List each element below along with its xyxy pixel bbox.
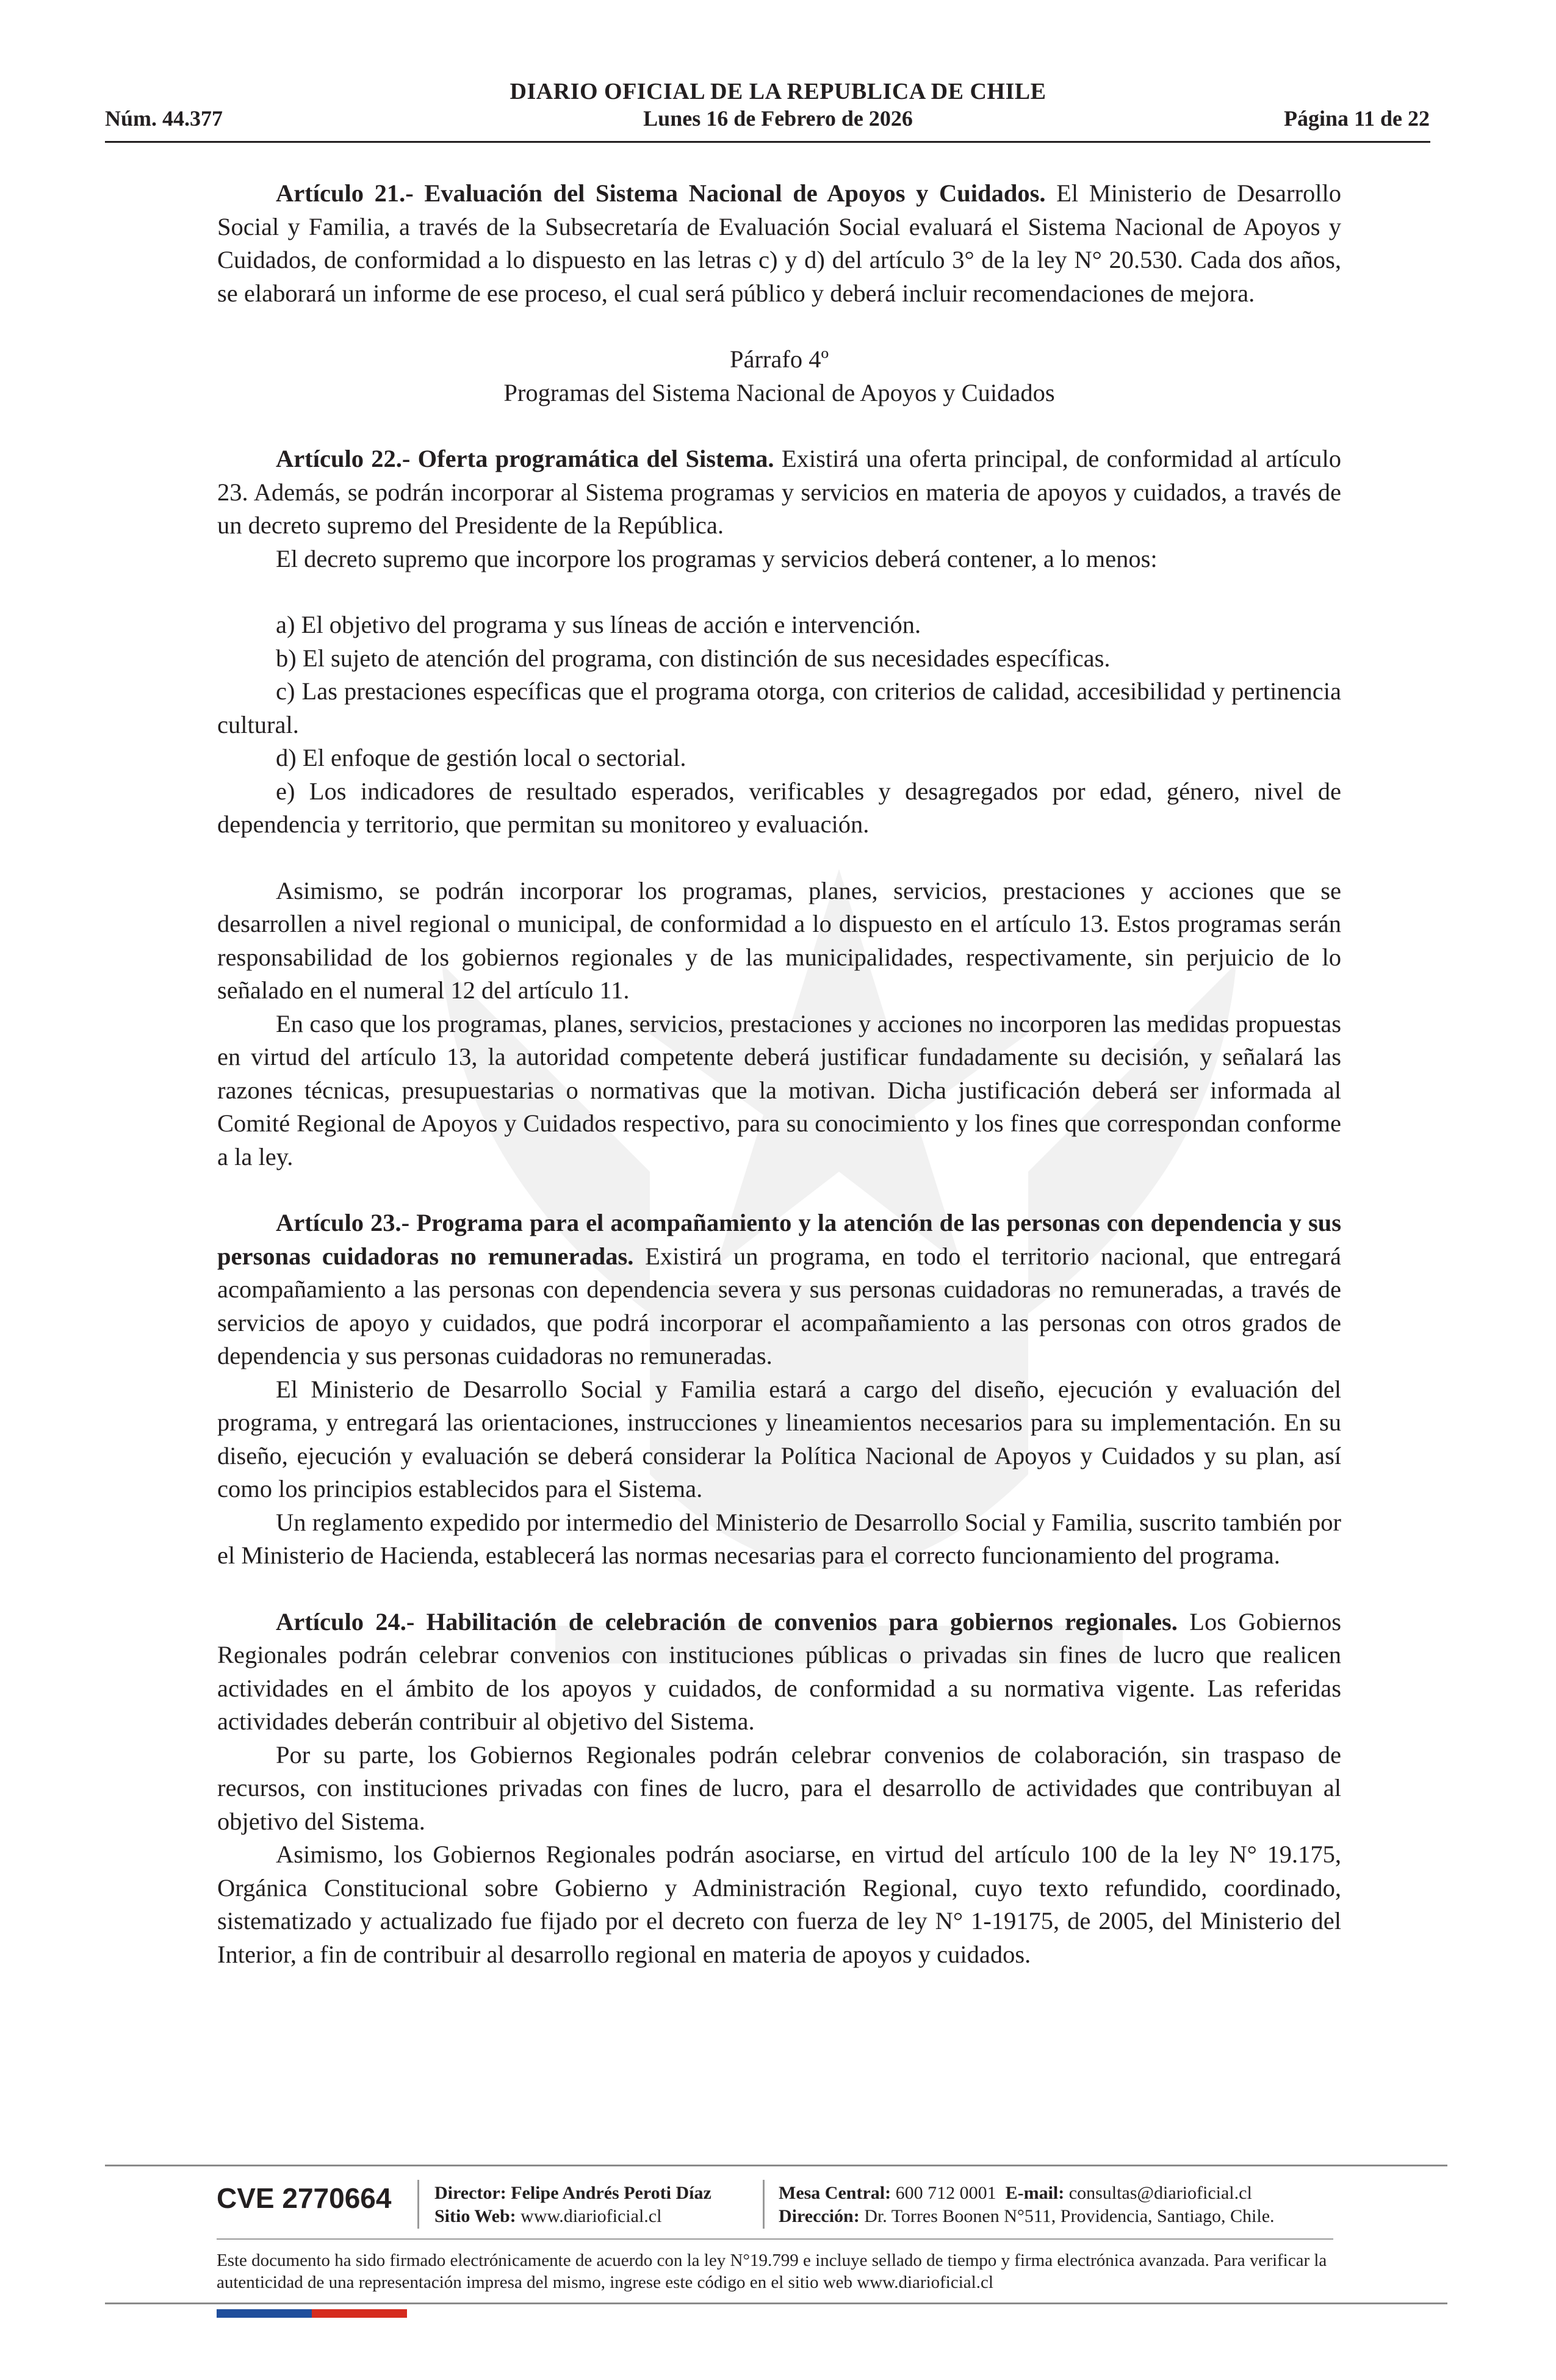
- article-23: [217, 1206, 1341, 1373]
- page-number: Página 11 de 22: [1283, 106, 1430, 131]
- document-body: [217, 177, 1341, 1971]
- article-24: [217, 1606, 1341, 1739]
- list-item: e) Los indicadores de resultado esperados, verificables y desagregados por edad, género, nivel de dependencia y territorio, que permitan su monitoreo y evaluación.: [217, 777, 1341, 838]
- list-item: d) El enfoque de gestión local o sectorial.: [276, 744, 686, 771]
- article-22-title: Artículo 22.- Oferta programática del Sistema.: [276, 445, 774, 472]
- footer-editorial: [434, 2182, 711, 2228]
- phone-number: 600 712 0001: [895, 2183, 996, 2203]
- footer-contact: [779, 2182, 1275, 2228]
- footer-separator: [417, 2180, 419, 2229]
- article-24-text: Los Gobiernos Regionales podrán celebrar convenios con instituciones públicas o privadas sin fines de lucro que realicen actividades en el ámbito de los apoyos y cuidados, de conformidad a su normativa vigente. Las referidas actividades deberán contribuir al objetivo del Sistema.: [217, 1607, 1341, 1735]
- director-label: Director:: [434, 2183, 506, 2203]
- flag-stripe-red: [312, 2309, 407, 2318]
- article-22-paragraph: Asimismo, se podrán incorporar los programas, planes, servicios, prestaciones y acciones que se desarrollen a nivel regional o municipal, de conformidad a lo dispuesto en el artículo 13. Estos programas serán responsabilidad de los gobiernos regionales y de las municipalidades, respectivamente, sin perjuicio de lo señalado en el numeral 12 del artículo 11.: [217, 876, 1341, 1004]
- director-name: Felipe Andrés Peroti Díaz: [511, 2183, 711, 2203]
- article-23-text: Existirá un programa, en todo el territorio nacional, que entregará acompañamiento a las personas con dependencia severa y sus personas cuidadoras no remuneradas, a través de servicios de apoyo y cuidados, que podrá incorporar el acompañamiento a las personas con otros grados de dependencia y sus personas cuidadoras no remuneradas.: [217, 1242, 1342, 1369]
- article-24-paragraph: Asimismo, los Gobiernos Regionales podrán asociarse, en virtud del artículo 100 de la ley N° 19.175, Orgánica Constitucional sobre Gobierno y Administración Regional, cuyo texto refundido, coordinado, sistematizado y actualizado fue fijado por el decreto con fuerza de ley N° 1-19175, de 2005, del Ministerio del Interior, a fin de contribuir al desarrollo regional en materia de apoyos y cuidados.: [217, 1841, 1341, 1968]
- footer-separator: [763, 2180, 765, 2229]
- email-label: E-mail:: [1005, 2183, 1065, 2203]
- website-link[interactable]: www.diarioficial.cl: [520, 2206, 662, 2226]
- footer-divider: [105, 2302, 1447, 2304]
- article-21-text: El Ministerio de Desarrollo Social y Familia, a través de la Subsecretaría de Evaluación Social evaluará el Sistema Nacional de Apoyos y Cuidados, de conformidad a lo dispuesto en las letras c) y d) del artículo 3° de la ley N° 20.530. Cada dos años, se elaborará un informe de ese proceso, el cual será público y deberá incluir recomendaciones de mejora.: [217, 179, 1341, 307]
- list-item: a) El objetivo del programa y sus líneas de acción e intervención.: [276, 611, 921, 638]
- issue-date: Lunes 16 de Febrero de 2026: [643, 106, 913, 131]
- header-divider: [105, 141, 1430, 143]
- footer-divider: [105, 2165, 1447, 2166]
- issue-number: Núm. 44.377: [105, 106, 223, 131]
- flag-stripe-blue: [217, 2309, 312, 2318]
- article-22-paragraph: El decreto supremo que incorpore los programas y servicios deberá contener, a lo menos:: [276, 544, 1158, 572]
- footer-divider: [217, 2238, 1333, 2240]
- article-24-title: Artículo 24.- Habilitación de celebración de convenios para gobiernos regionales.: [276, 1607, 1178, 1635]
- signature-disclaimer: Este documento ha sido firmado electrónicamente de acuerdo con la ley N°19.799 e incluye sellado de tiempo y firma electrónica avanzada. Para verificar la autenticidad de una representación impresa del mismo, ingrese este código en el sitio web www.diarioficial.cl: [217, 2251, 1327, 2292]
- list-item: b) El sujeto de atención del programa, con distinción de sus necesidades específicas.: [276, 644, 1111, 672]
- article-23-paragraph: El Ministerio de Desarrollo Social y Familia estará a cargo del diseño, ejecución y evaluación del programa, y entregará las orientaciones, instrucciones y lineamientos necesarios para su implementación. En su diseño, ejecución y evaluación se deberá considerar la Política Nacional de Apoyos y Cuidados y su plan, así como los principios establecidos para el Sistema.: [217, 1375, 1341, 1502]
- address-label: Dirección:: [779, 2206, 860, 2226]
- section-label: Párrafo 4º: [729, 345, 829, 373]
- website-label: Sitio Web:: [434, 2206, 516, 2226]
- article-21: [217, 177, 1341, 310]
- list-item: c) Las prestaciones específicas que el programa otorga, con criterios de calidad, accesibilidad y pertinencia cultural.: [217, 677, 1341, 738]
- article-21-title: Artículo 21.- Evaluación del Sistema Nacional de Apoyos y Cuidados.: [276, 179, 1046, 207]
- section-title: Programas del Sistema Nacional de Apoyos y Cuidados: [503, 378, 1055, 406]
- article-23-paragraph: Un reglamento expedido por intermedio del Ministerio de Desarrollo Social y Familia, suscrito también por el Ministerio de Hacienda, establecerá las normas necesarias para el correcto funcionamiento del programa.: [217, 1508, 1341, 1569]
- newspaper-title: DIARIO OFICIAL DE LA REPUBLICA DE CHILE: [510, 79, 1046, 104]
- article-23-title: Artículo 23.- Programa para el acompañamiento y la atención de las personas con dependencia y sus personas cuidadoras no remuneradas.: [217, 1209, 1341, 1270]
- article-22-text: Existirá una oferta principal, de conformidad al artículo 23. Además, se podrán incorporar al Sistema programas y servicios en materia de apoyos y cuidados, a través de un decreto supremo del Presidente de la República.: [217, 445, 1341, 539]
- article-22-paragraph: En caso que los programas, planes, servicios, prestaciones y acciones no incorporen las medidas propuestas en virtud del artículo 13, la autoridad competente deberá justificar fundadamente su decisión, y señalará las razones técnicas, presupuestarias o normativas que la motivan. Dicha justificación deberá ser informada al Comité Regional de Apoyos y Cuidados respectivo, para su conocimiento y los fines que correspondan conforme a la ley.: [217, 1009, 1341, 1170]
- article-22: [217, 442, 1341, 543]
- article-24-paragraph: Por su parte, los Gobiernos Regionales podrán celebrar convenios de colaboración, sin traspaso de recursos, con instituciones privadas con fines de lucro, para el desarrollo de actividades que contribuyan al objetivo del Sistema.: [217, 1740, 1341, 1835]
- cve-code: CVE 2770664: [217, 2182, 392, 2214]
- email-link[interactable]: consultas@diarioficial.cl: [1068, 2183, 1252, 2203]
- phone-label: Mesa Central:: [779, 2183, 891, 2203]
- address-text: Dr. Torres Boonen N°511, Providencia, Santiago, Chile.: [864, 2206, 1275, 2226]
